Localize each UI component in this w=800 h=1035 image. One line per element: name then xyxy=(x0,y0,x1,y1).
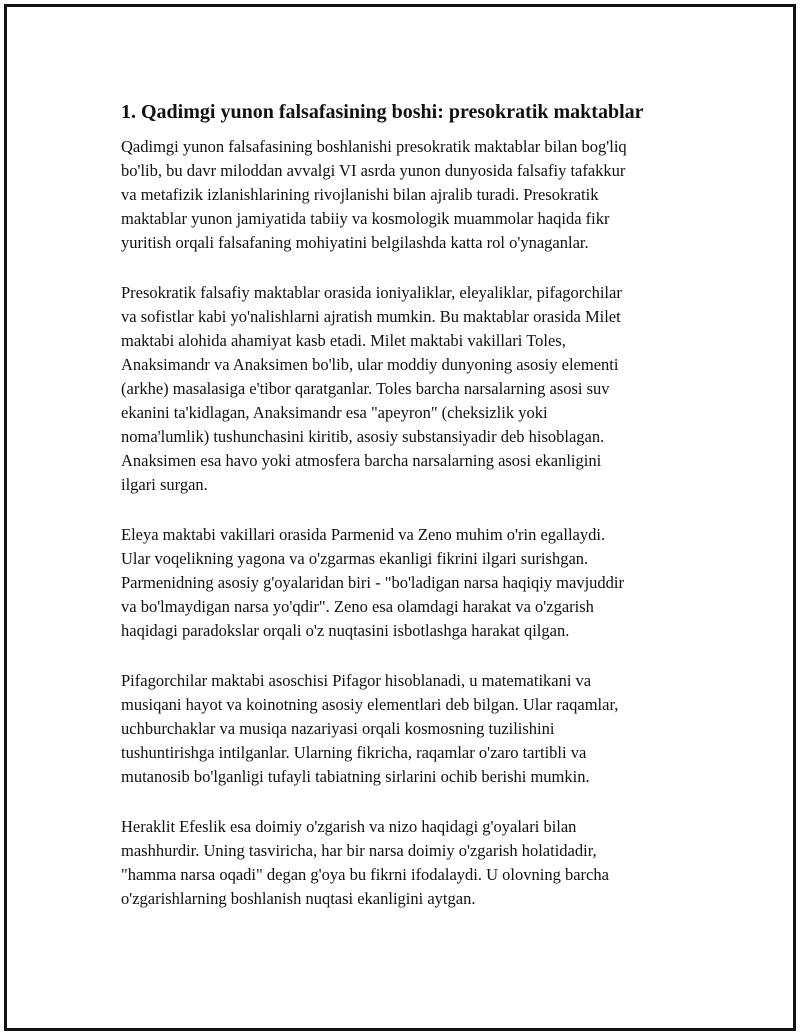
document-body xyxy=(121,99,691,937)
text-line: ekanini ta'kidlagan, Anaksimandr esa "apeyron" (cheksizlik yoki xyxy=(121,403,548,422)
text-line: uchburchaklar va musiqa nazariyasi orqali kosmosning tuzilishini xyxy=(121,719,555,738)
text-line: Heraklit Efeslik esa doimiy o'zgarish va nizo haqidagi g'oyalari bilan xyxy=(121,817,577,836)
text-line: bo'lib, bu davr miloddan avvalgi VI asrda yunon dunyosida falsafiy tafakkur xyxy=(121,161,626,180)
text-line: Anaksimandr va Anaksimen bo'lib, ular moddiy dunyoning asosiy elementi xyxy=(121,355,619,374)
text-line: o'zgarishlarning boshlanish nuqtasi ekanligini aytgan. xyxy=(121,889,476,908)
text-line: va sofistlar kabi yo'nalishlarni ajratish mumkin. Bu maktablar orasida Milet xyxy=(121,307,621,326)
text-line: ilgari surgan. xyxy=(121,475,208,494)
page-frame xyxy=(4,4,796,1031)
text-line: (arkhe) masalasiga e'tibor qaratganlar. Toles barcha narsalarning asosi suv xyxy=(121,379,610,398)
paragraph xyxy=(121,281,691,497)
text-line: Presokratik falsafiy maktablar orasida ioniyaliklar, eleyaliklar, pifagorchilar xyxy=(121,283,622,302)
text-line: Ular voqelikning yagona va o'zgarmas ekanligi fikrini ilgari surishgan. xyxy=(121,549,589,568)
text-line: tushuntirishga intilganlar. Ularning fikricha, raqamlar o'zaro tartibli va xyxy=(121,743,587,762)
text-line: va bo'lmaydigan narsa yo'qdir". Zeno esa olamdagi harakat va o'zgarish xyxy=(121,597,594,616)
paragraph-list xyxy=(121,135,691,911)
text-line: Pifagorchilar maktabi asoschisi Pifagor hisoblanadi, u matematikani va xyxy=(121,671,592,690)
text-line: Anaksimen esa havo yoki atmosfera barcha narsalarning asosi ekanligini xyxy=(121,451,602,470)
paragraph xyxy=(121,523,691,643)
text-line: Parmenidning asosiy g'oyalaridan biri - "bo'ladigan narsa haqiqiy mavjuddir xyxy=(121,573,624,592)
paragraph xyxy=(121,135,691,255)
text-line: mashhurdir. Uning tasviricha, har bir narsa doimiy o'zgarish holatidadir, xyxy=(121,841,597,860)
paragraph xyxy=(121,815,691,911)
text-line: mutanosib bo'lganligi tufayli tabiatning sirlarini ochib berishi mumkin. xyxy=(121,767,590,786)
text-line: musiqani hayot va koinotning asosiy elementlari deb bilgan. Ular raqamlar, xyxy=(121,695,619,714)
text-line: maktablar yunon jamiyatida tabiiy va kosmologik muammolar haqida fikr xyxy=(121,209,610,228)
text-line: yuritish orqali falsafaning mohiyatini belgilashda katta rol o'ynaganlar. xyxy=(121,233,589,252)
text-line: va metafizik izlanishlarining rivojlanishi bilan ajralib turadi. Presokratik xyxy=(121,185,599,204)
section-title: 1. Qadimgi yunon falsafasining boshi: presokratik maktablar xyxy=(121,101,644,123)
text-line: haqidagi paradokslar orqali o'z nuqtasini isbotlashga harakat qilgan. xyxy=(121,621,570,640)
paragraph xyxy=(121,669,691,789)
text-line: Qadimgi yunon falsafasining boshlanishi presokratik maktablar bilan bog'liq xyxy=(121,137,627,156)
text-line: maktabi alohida ahamiyat kasb etadi. Milet maktabi vakillari Toles, xyxy=(121,331,566,350)
text-line: noma'lumlik) tushunchasini kiritib, asosiy substansiyadir deb hisoblagan. xyxy=(121,427,605,446)
text-line: "hamma narsa oqadi" degan g'oya bu fikrni ifodalaydi. U olovning barcha xyxy=(121,865,609,884)
text-line: Eleya maktabi vakillari orasida Parmenid va Zeno muhim o'rin egallaydi. xyxy=(121,525,606,544)
